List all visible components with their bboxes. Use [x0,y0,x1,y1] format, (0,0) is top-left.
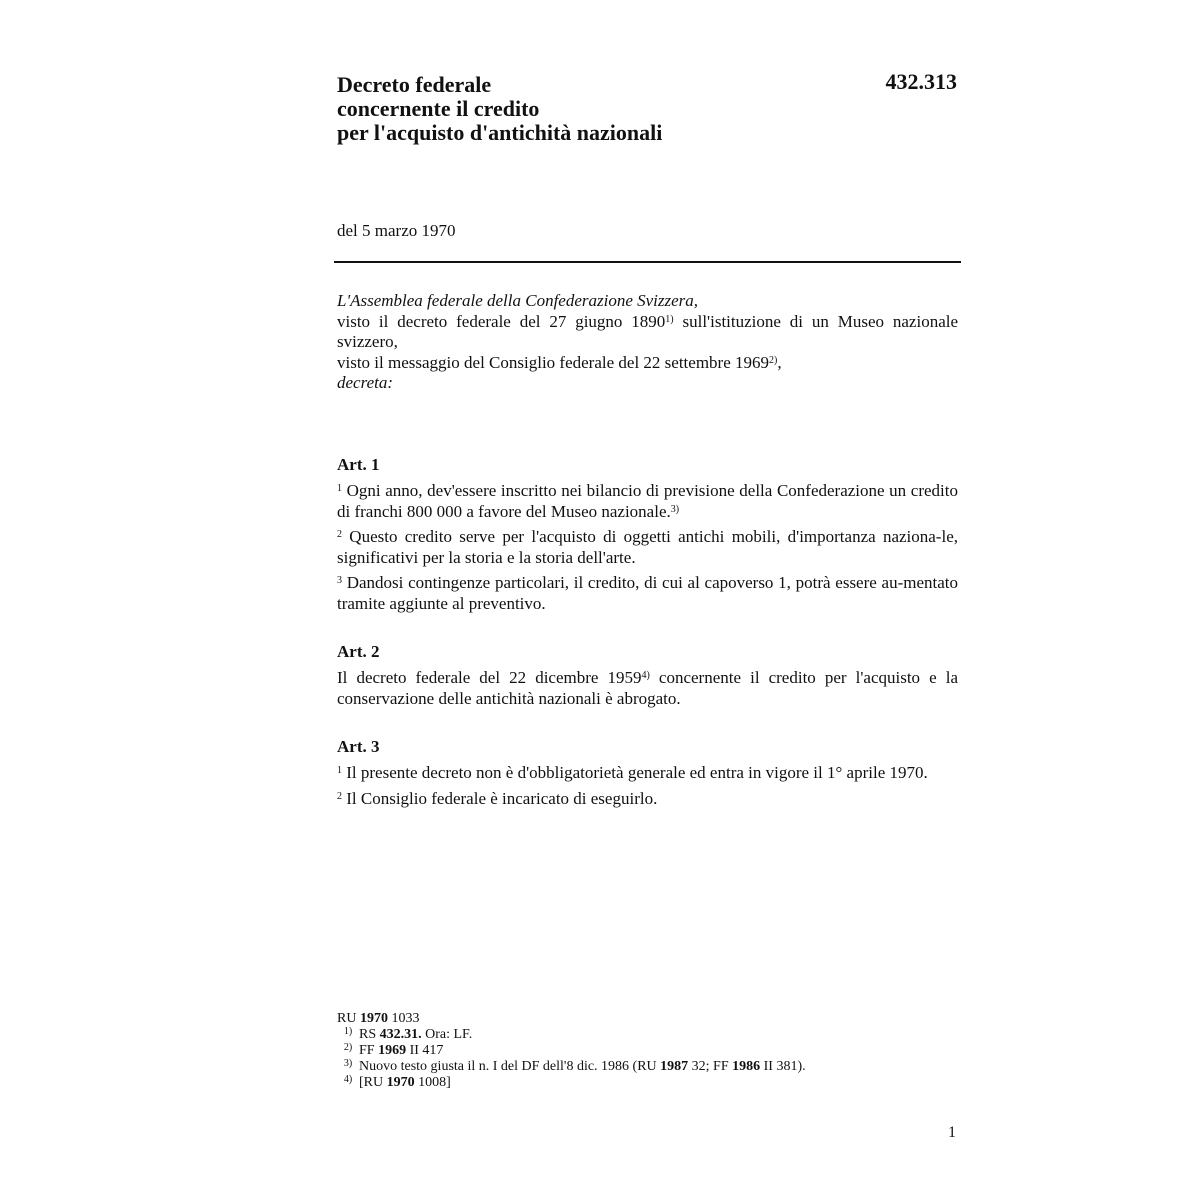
sr-number: 432.313 [885,69,957,94]
footnotes [337,1011,806,1091]
footnote-2: 2) FF 1969 II 417 [343,1042,444,1058]
header-divider [334,261,961,263]
article-3-body [337,763,958,814]
decree-date: del 5 marzo 1970 [337,221,456,240]
footnote-ref[interactable]: 3) [670,503,680,515]
ru-reference: RU 1970 1033 [337,1011,420,1026]
preamble [337,291,958,394]
title-line-1: Decreto federale [337,72,492,97]
footnote-ref[interactable]: 1) [665,313,674,325]
preamble-decreta: decreta: [337,373,394,392]
article-1-heading: Art. 1 [337,455,380,474]
article-3-heading: Art. 3 [337,737,380,756]
article-3-paragraph-1: $^1$ Il presente decreto non è d'obbligatorietà generale ed entra in vigore il 1° aprile 1970. [337,763,928,782]
article-1-paragraph-3: $^3$ Dandosi contingenze particolari, il credito, di cui al capoverso 1, potrà essere au-mentato tramite aggiunte al preventivo. [337,573,958,613]
document-title [337,73,662,145]
footnote-4: 4) [RU 1970 1008] [343,1074,451,1090]
article-1-body [337,481,958,619]
footnote-ref[interactable]: 4) [641,670,650,681]
article-2-body [337,668,958,714]
footnote-ref[interactable]: 2) [769,354,778,366]
preamble-visto-2: visto il messaggio del Consiglio federale del 22 settembre 1969$^{2)}$, [337,352,782,372]
title-line-2: concernente il credito [337,96,540,121]
page-number: 1 [948,1124,956,1141]
footnote-3: 3) Nuovo testo giusta il n. I del DF dell'8 dic. 1986 (RU 1987 32; FF 1986 II 381). [343,1058,806,1074]
article-3-paragraph-2: $^2$ Il Consiglio federale è incaricato di eseguirlo. [337,788,658,808]
article-2-paragraph: Il decreto federale del 22 dicembre 1959$^{4)}$ concernente il credito per l'acquisto e la conservazione delle antichità nazionali è abrogato. [337,668,958,708]
title-line-3: per l'acquisto d'antichità nazionali [337,120,663,145]
article-1-paragraph-2: $^2$ Questo credito serve per l'acquisto di oggetti antichi mobili, d'importanza naziona-le, significativi per la storia e la storia dell'arte. [337,527,958,567]
article-1-paragraph-1: $^1$ Ogni anno, dev'essere inscritto nei bilancio di previsione della Confederazione un credito di franchi 800 000 a favore del Museo nazionale.$^{3)}$ [337,481,958,521]
article-2-heading: Art. 2 [337,642,380,661]
footnote-1: 1) RS 432.31. Ora: LF. [343,1026,473,1042]
preamble-assembly: L'Assemblea federale della Confederazione Svizzera, [337,291,699,310]
preamble-visto-1: visto il decreto federale del 27 giugno 1890$^{1)}$ sull'istituzione di un Museo nazionale svizzero, [337,311,959,351]
